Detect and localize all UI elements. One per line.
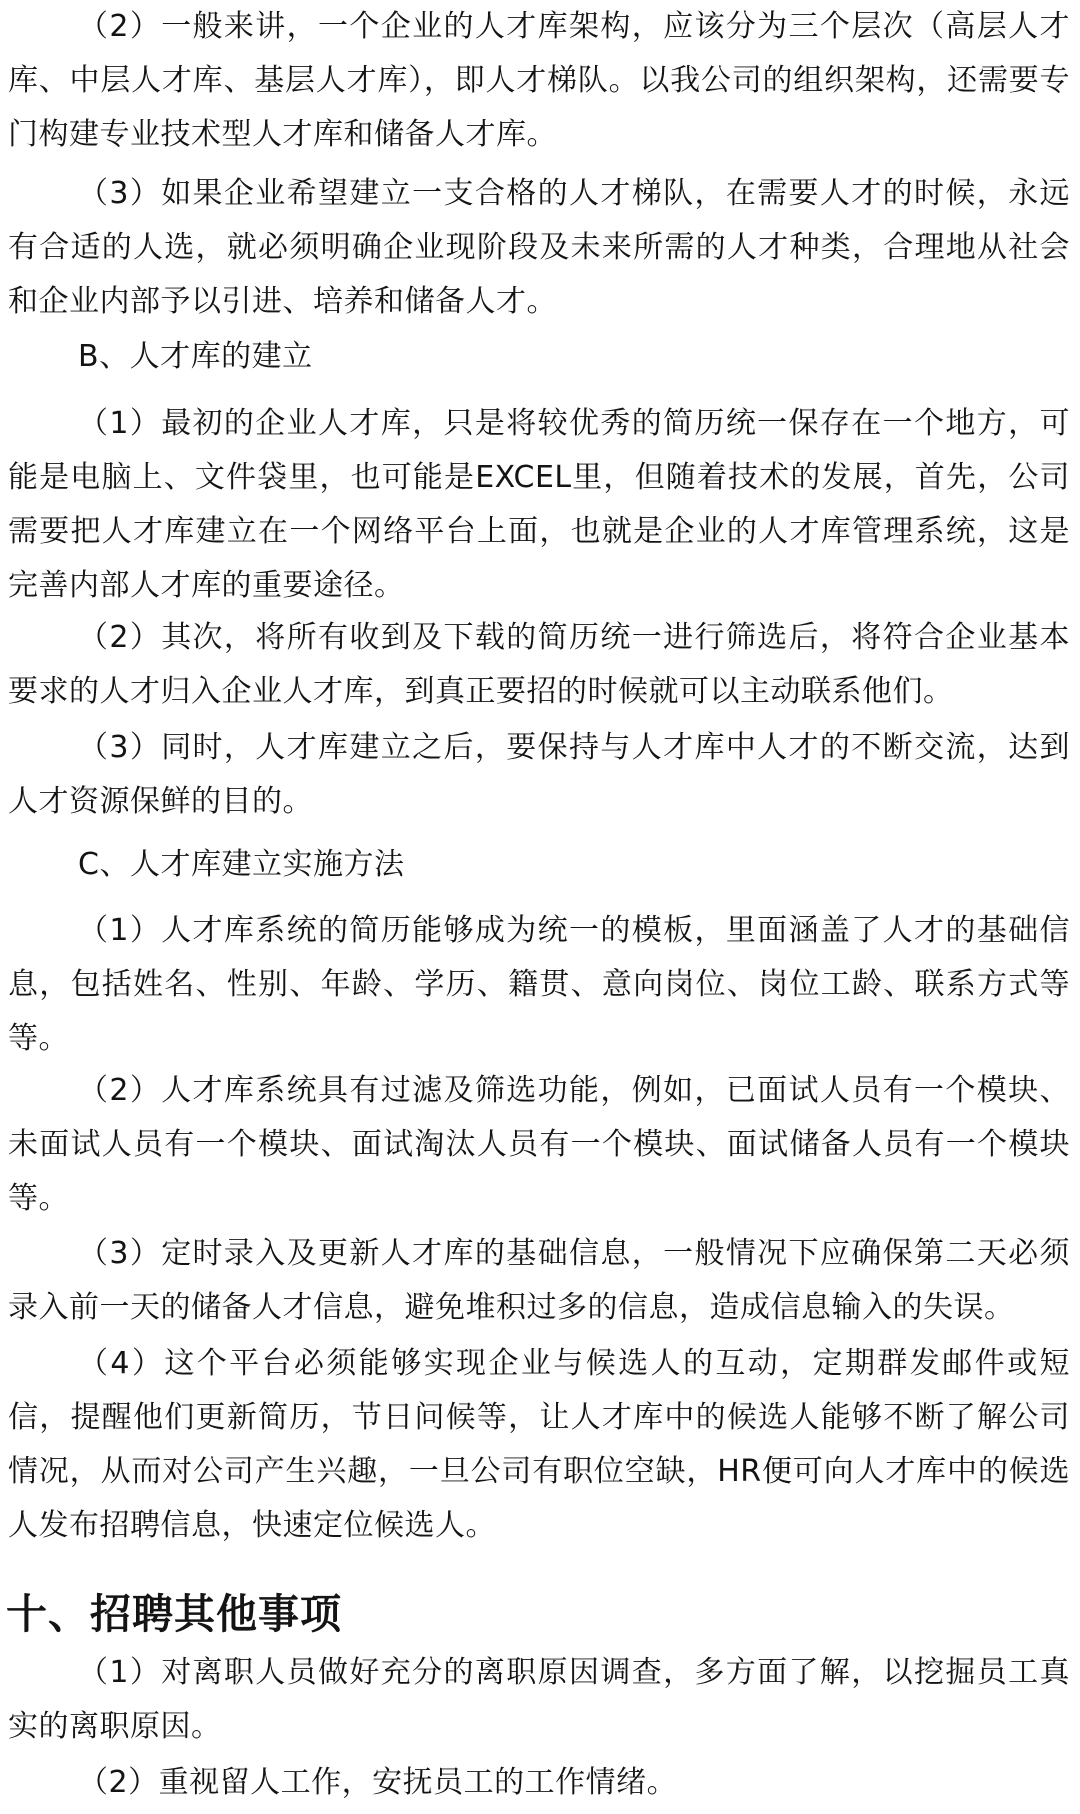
paragraph-filter-function: （2）人才库系统具有过滤及筛选功能，例如，已面试人员有一个模块、未面试人员有一个模块、面试淘汰人员有一个模块、面试储备人员有一个模块等。 xyxy=(8,1073,1070,1216)
paragraph-resume-screening: （2）其次，将所有收到及下载的简历统一进行筛选后，将符合企业基本要求的人才归入企业人才库，到真正要招的时候就可以主动联系他们。 xyxy=(8,620,1070,709)
paragraph-resignation-survey: （1）对离职人员做好充分的离职原因调查，多方面了解，以挖掘员工真实的离职原因。 xyxy=(8,1655,1070,1744)
section-heading-other-matters: 十、招聘其他事项 xyxy=(6,1590,342,1638)
subheading-talent-pool-establishment: B、人才库的建立 xyxy=(78,339,313,374)
paragraph-unified-template: （1）人才库系统的简历能够成为统一的模板，里面涵盖了人才的基础信息，包括姓名、性别、年龄、学历、籍贯、意向岗位、岗位工龄、联系方式等等。 xyxy=(8,913,1070,1056)
paragraph-initial-talent-pool: （1）最初的企业人才库，只是将较优秀的简历统一保存在一个地方，可能是电脑上、文件袋里，也可能是EXCEL里，但随着技术的发展，首先，公司需要把人才库建立在一个网络平台上面，也就是企业的人才库管理系统，这是完善内部人才库的重要途径。 xyxy=(8,406,1070,603)
paragraph-talent-echelon: （3）如果企业希望建立一支合格的人才梯队，在需要人才的时候，永远有合适的人选，就必须明确企业现阶段及未来所需的人才种类，合理地从社会和企业内部予以引进、培养和储备人才。 xyxy=(8,176,1070,319)
paragraph-regular-entry: （3）定时录入及更新人才库的基础信息，一般情况下应确保第二天必须录入前一天的储备人才信息，避免堆积过多的信息，造成信息输入的失误。 xyxy=(8,1236,1070,1325)
paragraph-continuous-communication: （3）同时，人才库建立之后，要保持与人才库中人才的不断交流，达到人才资源保鲜的目的。 xyxy=(8,730,1070,819)
paragraph-retention-work: （2）重视留人工作，安抚员工的工作情绪。 xyxy=(78,1765,678,1800)
subheading-implementation-methods: C、人才库建立实施方法 xyxy=(78,847,405,882)
paragraph-talent-pool-structure: （2）一般来讲，一个企业的人才库架构，应该分为三个层次（高层人才库、中层人才库、基层人才库），即人才梯队。以我公司的组织架构，还需要专门构建专业技术型人才库和储备人才库。 xyxy=(8,9,1070,152)
paragraph-candidate-interaction: （4）这个平台必须能够实现企业与候选人的互动，定期群发邮件或短信，提醒他们更新简历，节日问候等，让人才库中的候选人能够不断了解公司情况，从而对公司产生兴趣，一旦公司有职位空缺，HR便可向人才库中的候选人发布招聘信息，快速定位候选人。 xyxy=(8,1346,1070,1543)
